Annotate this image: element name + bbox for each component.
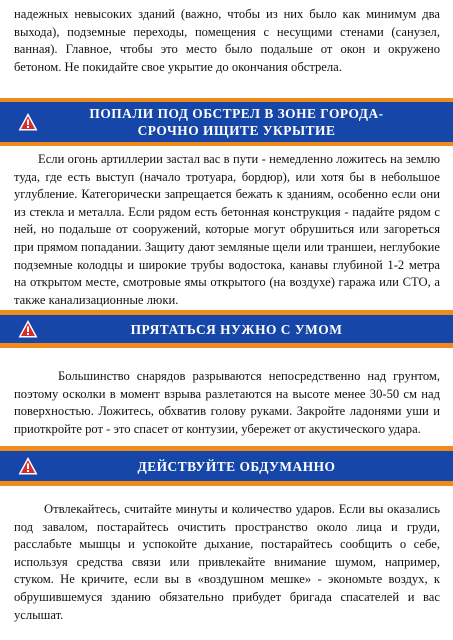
section-3-body: Отвлекайтесь, считайте минуты и количество ударов. Если вы оказались под завалом, постарайтесь очистить пространство около лица и груди, расслабьте мышцы и успокойте дыхание, постарайтесь сообщить о себе, используя средства связи или привлекайте внимание шумом, например, стуком. Не кричите, если вы в «воздушном мешке» - экономьте воздух, к обрушившемуся зданию обязательно прибудет бригада спасателей и вас услышат. xyxy=(14,502,440,622)
section-1-title-line-2: СРОЧНО ИЩИТЕ УКРЫТИЕ xyxy=(137,123,336,138)
section-1-title-line-1: ПОПАЛИ ПОД ОБСТРЕЛ В ЗОНЕ ГОРОДА- xyxy=(89,106,384,121)
section-2-banner xyxy=(0,310,453,348)
section-3-title: ДЕЙСТВУЙТЕ ОБДУМАННО xyxy=(137,458,336,474)
warning-triangle-icon xyxy=(18,112,38,132)
intro-paragraph: надежных невысоких зданий (важно, чтобы из них было как минимум два выхода), подземные переходы, помещения с несущими стенами (санузел, ванная). Главное, чтобы это место было подальше от окон и окружено бетоном. Не покидайте свое укрытие до окончания обстрела. xyxy=(14,7,440,74)
section-3-banner xyxy=(0,446,453,486)
section-1-title xyxy=(0,105,453,139)
section-2-title: ПРЯТАТЬСЯ НУЖНО С УМОМ xyxy=(130,321,343,337)
section-1-banner xyxy=(0,98,453,146)
section-2-body: Большинство снарядов разрываются непосредственно над грунтом, поэтому осколки в момент взрыва разлетаются на высоте менее 30-50 см над поверхностью. Ложитесь, обхватив голову руками. Закройте ладонями уши и приоткройте рот - это спасет от контузии, убережет от акустического удара. xyxy=(14,369,440,436)
section-1-body: Если огонь артиллерии застал вас в пути - немедленно ложитесь на землю туда, где есть выступ (начало тротуара, бордюр), или хотя бы в небольшое углубление. Категорически запрещается бежать к зданиям, особенно если они из стекла и металла. Если рядом есть бетонная конструкция - падайте рядом с ней, но подальше от сооружений, которые могут обрушиться или загореться при прямом попадании. Защиту дают земляные щели или траншеи, неглубокие подземные колодцы и широкие трубы водостока, канавы глубиной 1-2 метра на открытом месте, смотровые ямы открытого (на воздухе) гаража или СТО, а также канализационные люки. xyxy=(14,152,440,307)
warning-triangle-icon xyxy=(18,456,38,476)
warning-triangle-icon xyxy=(18,319,38,339)
